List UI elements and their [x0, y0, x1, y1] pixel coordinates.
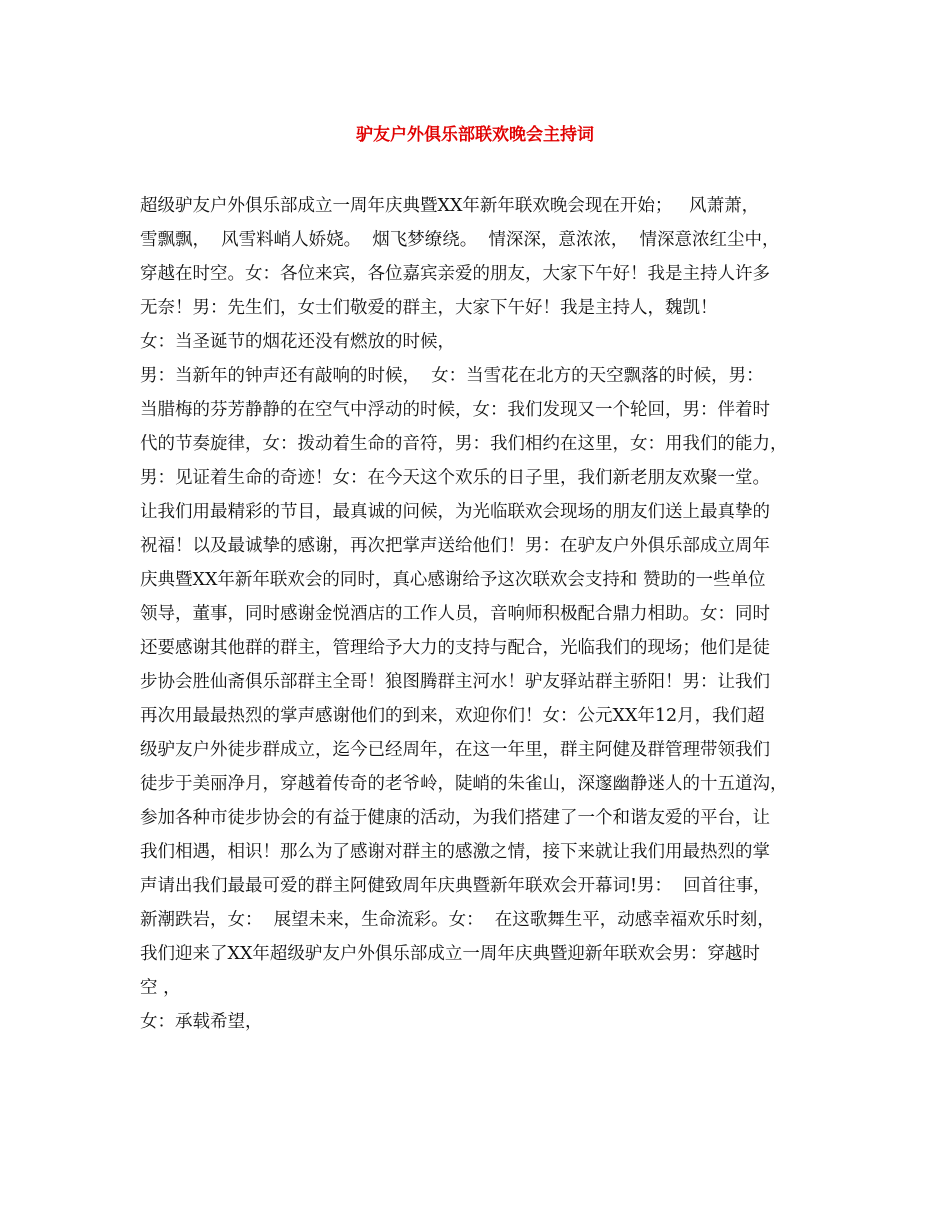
body-text-line: 参加各种市徒步协会的有益于健康的活动，为我们搭建了一个和谐友爱的平台，让: [140, 808, 770, 828]
body-text-line: 无奈！男：先生们，女士们敬爱的群主，大家下午好！我是主持人，魏凯！: [140, 298, 718, 318]
body-text-line: 代的节奏旋律，女：拨动着生命的音符，男：我们相约在这里，女：用我们的能力，: [140, 434, 788, 454]
body-text-line: 超级驴友户外俱乐部成立一周年庆典暨XX年新年联欢晚会现在开始； 风萧萧，: [140, 196, 760, 216]
body-text-line: 级驴友户外徒步群成立，迄今已经周年，在这一年里，群主阿健及群管理带领我们: [140, 740, 770, 760]
body-text-line: 新潮跌岩，女： 展望未来，生命流彩。女： 在这歌舞生平，动感幸福欢乐时刻，: [140, 910, 775, 930]
body-text-line: 我们相遇，相识！那么为了感谢对群主的感激之情，接下来就让我们用最热烈的掌: [140, 842, 770, 862]
body-text-line: 女：承载希望，: [140, 1012, 263, 1032]
body-text-line: 当腊梅的芬芳静静的在空气中浮动的时候，女：我们发现又一个轮回，男：伴着时: [140, 400, 770, 420]
document-body: [140, 193, 840, 1043]
body-text-line: 雪飘飘， 风雪料峭人娇娆。 烟飞梦缭绕。 情深深，意浓浓， 情深意浓红尘中，: [140, 230, 780, 250]
body-text-line: 祝福！以及最诚挚的感谢，再次把掌声送给他们！男：在驴友户外俱乐部成立周年: [140, 536, 770, 556]
body-text-line: 我们迎来了XX年超级驴友户外俱乐部成立一周年庆典暨迎新年联欢会男：穿越时: [140, 944, 760, 964]
body-text-line: 空 ，: [140, 978, 181, 998]
body-text-line: 女：当圣诞节的烟花还没有燃放的时候，: [140, 332, 455, 352]
body-text-line: 男：当新年的钟声还有敲响的时候， 女：当雪花在北方的天空飘落的时候，男：: [140, 366, 764, 386]
body-text-line: 男：见证着生命的奇迹！女：在今天这个欢乐的日子里，我们新老朋友欢聚一堂。: [140, 468, 770, 488]
body-text-line: 庆典暨XX年新年联欢会的同时，真心感谢给予这次联欢会支持和 赞助的一些单位: [140, 570, 766, 590]
body-text-line: 再次用最最热烈的掌声感谢他们的到来，欢迎你们！女：公元XX年12月，我们超: [140, 706, 765, 726]
body-text-line: 徒步于美丽净月，穿越着传奇的老爷岭，陡峭的朱雀山，深邃幽静迷人的十五道沟，: [140, 774, 788, 794]
body-text-line: 步协会胜仙斋俱乐部群主全哥！狼图腾群主河水！驴友驿站群主骄阳！男：让我们: [140, 672, 770, 692]
body-text-line: 领导，董事，同时感谢金悦酒店的工作人员，音响师积极配合鼎力相助。女：同时: [140, 604, 770, 624]
body-text-line: 还要感谢其他群的群主，管理给予大力的支持与配合，光临我们的现场；他们是徒: [140, 638, 770, 658]
body-text-line: 声请出我们最最可爱的群主阿健致周年庆典暨新年联欢会开幕词!男： 回首往事，: [140, 876, 771, 896]
body-text-line: 让我们用最精彩的节目，最真诚的问候，为光临联欢会现场的朋友们送上最真挚的: [140, 502, 770, 522]
document-title: 驴友户外俱乐部联欢晚会主持词: [356, 125, 594, 145]
body-text-line: 穿越在时空。女：各位来宾，各位嘉宾亲爱的朋友，大家下午好！我是主持人许多: [140, 264, 770, 284]
